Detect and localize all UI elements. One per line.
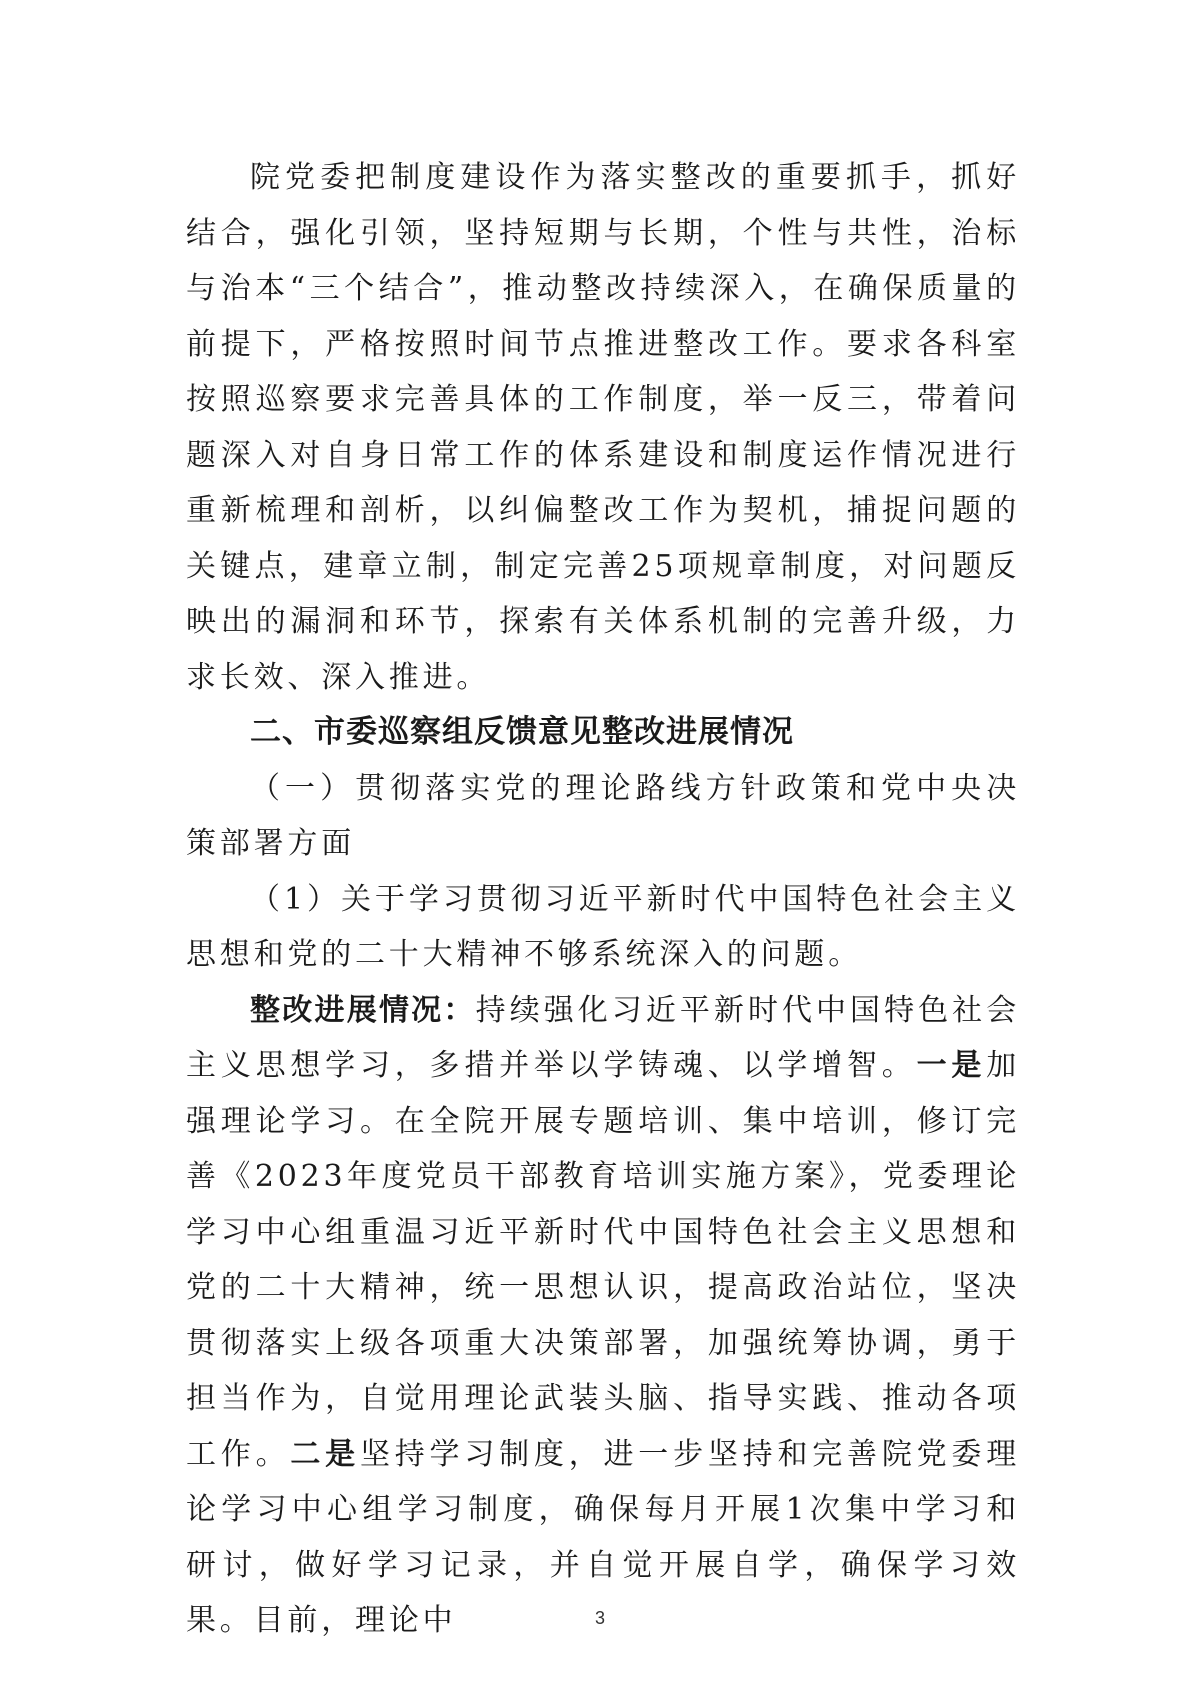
point-marker-one: 一是 <box>916 1048 987 1083</box>
page-number: 3 <box>594 1608 605 1628</box>
document-body <box>186 150 1020 1649</box>
point-text-one: 加强理论学习。在全院开展专题培训、集中培训，修订完善《2023年度党员干部教育培训实施方案》，党委理论学习中心组重温习近平新时代中国特色社会主义思想和党的二十大精神，统一思想认识，提高政治站位，坚决贯彻落实上级各项重大决策部署，加强统筹协调，勇于担当作为，自觉用理论武装头脑、指导实践、推动各项工作。 <box>186 1048 1020 1472</box>
point-marker-two: 二是 <box>290 1436 360 1472</box>
subsection-heading: （一）贯彻落实党的理论路线方针政策和党中央决策部署方面 <box>186 770 1020 861</box>
progress-text: 持续强化习近平新时代中国特色社会主义思想学习，多措并举以学铸魂、以学增智。 <box>186 992 1020 1083</box>
progress-lead-label: 整改进展情况： <box>250 992 476 1028</box>
paragraph-progress <box>186 983 1020 1649</box>
section-heading: 二、市委巡察组反馈意见整改进展情况 <box>250 714 794 750</box>
issue-item: （1）关于学习贯彻习近平新时代中国特色社会主义思想和党的二十大精神不够系统深入的问题。 <box>186 881 1020 972</box>
paragraph-system-building: 院党委把制度建设作为落实整改的重要抓手，抓好结合，强化引领，坚持短期与长期，个性与共性，治标与治本“三个结合”，推动整改持续深入，在确保质量的前提下，严格按照时间节点推进整改工作。要求各科室按照巡察要求完善具体的工作制度，举一反三，带着问题深入对自身日常工作的体系建设和制度运作情况进行重新梳理和剖析，以纠偏整改工作为契机，捕捉问题的关键点，建章立制，制定完善25项规章制度，对问题反映出的漏洞和环节，探索有关体系机制的完善升级，力求长效、深入推进。 <box>186 160 1020 695</box>
point-text-two: 坚持学习制度，进一步坚持和完善院党委理论学习中心组学习制度，确保每月开展1次集中学习和研讨，做好学习记录，并自觉开展自学，确保学习效果。目前，理论中 <box>186 1436 1020 1638</box>
